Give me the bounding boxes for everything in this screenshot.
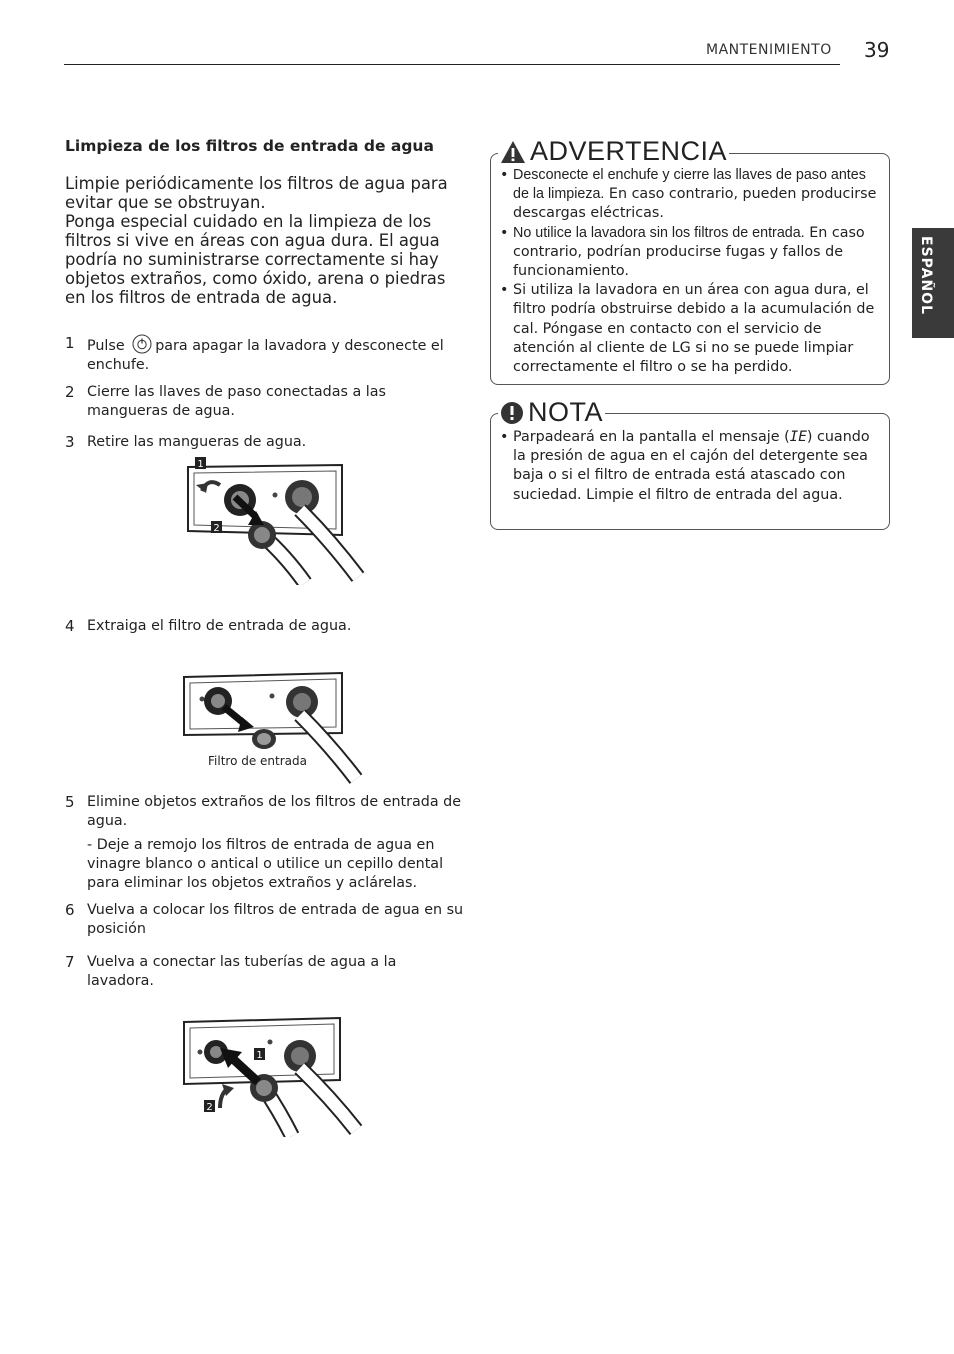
note-title: NOTA <box>528 397 603 427</box>
step-number: 3 <box>65 433 75 451</box>
intro-text <box>65 174 465 307</box>
step-text-pre: Pulse <box>87 338 125 354</box>
step-text-post: para apagar la lavadora y desconecte el enchufe. <box>87 338 444 373</box>
step-text: Extraiga el filtro de entrada de agua. <box>87 618 352 634</box>
step-5-subitem: - Deje a remojo los filtros de entrada de agua en vinagre blanco o antical o utilice un cepillo dental para eliminar los objetos extraños y aclárelas. <box>87 837 444 891</box>
callout-2: 2 <box>206 1102 213 1113</box>
language-tab-label: ESPAÑOL <box>918 236 934 315</box>
step-text: Vuelva a conectar las tuberías de agua a la lavadora. <box>87 954 397 989</box>
power-button-icon <box>132 334 152 354</box>
language-tab <box>912 228 954 338</box>
page-number: 39 <box>864 38 890 62</box>
hose-reconnect-illustration <box>180 1012 370 1137</box>
warning-item-1 <box>491 166 881 224</box>
intro-paragraph-2: Ponga especial cuidado en la limpieza de los filtros si vive en áreas con agua dura. El agua podría no suministrarse correctamente si hay objetos extraños, como óxido, arena o piedras en los filtros de entrada de agua. <box>65 212 446 307</box>
step-number: 5 <box>65 793 75 811</box>
header-rule <box>64 64 840 65</box>
section-heading: Limpieza de los filtros de entrada de agua <box>65 137 434 155</box>
step-6 <box>65 901 465 939</box>
step-text: Cierre las llaves de paso conectadas a las mangueras de agua. <box>87 384 386 419</box>
note-item <box>491 428 881 505</box>
step-2 <box>65 383 465 421</box>
warning-heading <box>498 136 729 167</box>
warning-title: ADVERTENCIA <box>530 136 728 166</box>
step-4 <box>65 617 465 636</box>
step-number: 7 <box>65 953 75 971</box>
step-text: Vuelva a colocar los filtros de entrada de agua en su posición <box>87 902 464 937</box>
step-text: Retire las mangueras de agua. <box>87 434 307 450</box>
step-number: 6 <box>65 901 75 919</box>
callout-1: 1 <box>197 459 204 470</box>
step-number: 1 <box>65 334 75 352</box>
callout-1: 1 <box>256 1050 263 1061</box>
intro-paragraph-1: Limpie periódicamente los filtros de agua para evitar que se obstruyan. <box>65 174 448 212</box>
note-box <box>490 413 890 530</box>
warning-item-2-bold: No utilice la lavadora sin los filtros de entrada. <box>513 224 805 241</box>
callout-2: 2 <box>213 523 220 534</box>
warning-box <box>490 153 890 385</box>
note-text-post: ) cuando la presión de agua en el cajón del detergente sea baja o si el filtro de entrada está atascado con suciedad. Limpie el filtro de entrada del agua. <box>513 429 870 503</box>
step-5 <box>65 793 465 831</box>
step-text: Elimine objetos extraños de los filtros de entrada de agua. <box>87 794 462 829</box>
warning-item-2 <box>491 224 881 282</box>
step-number: 4 <box>65 617 75 635</box>
warning-item-2-rest: En caso contrario, podrían producirse fugas y fallos de funcionamiento. <box>513 224 865 280</box>
step-3 <box>65 433 465 452</box>
warning-item-1-bold: Desconecte el enchufe y cierre las llaves de paso antes de la limpieza. <box>513 167 866 203</box>
step-number: 2 <box>65 383 75 401</box>
note-text-pre: Parpadeará en la pantalla el mensaje ( <box>513 429 790 445</box>
warning-item-1-rest: En caso contrario, pueden producirse descargas eléctricas. <box>513 186 877 222</box>
hose-removal-illustration <box>180 455 370 585</box>
figure-caption: Filtro de entrada <box>208 754 307 768</box>
section-title: MANTENIMIENTO <box>706 42 832 58</box>
warning-triangle-icon <box>500 140 526 164</box>
note-heading <box>498 397 605 428</box>
step-7 <box>65 953 465 991</box>
step-1 <box>65 334 465 375</box>
error-code: IE <box>789 429 807 445</box>
warning-item-3: • Si utiliza la lavadora en un área con agua dura, el filtro podría obstruirse debido a la acumulación de cal. Póngase en contacto con el servicio de atención al cliente de LG si no se puede limpiar correctamente el filtro o se ha perdido. <box>491 281 881 377</box>
exclamation-circle-icon <box>500 401 524 425</box>
